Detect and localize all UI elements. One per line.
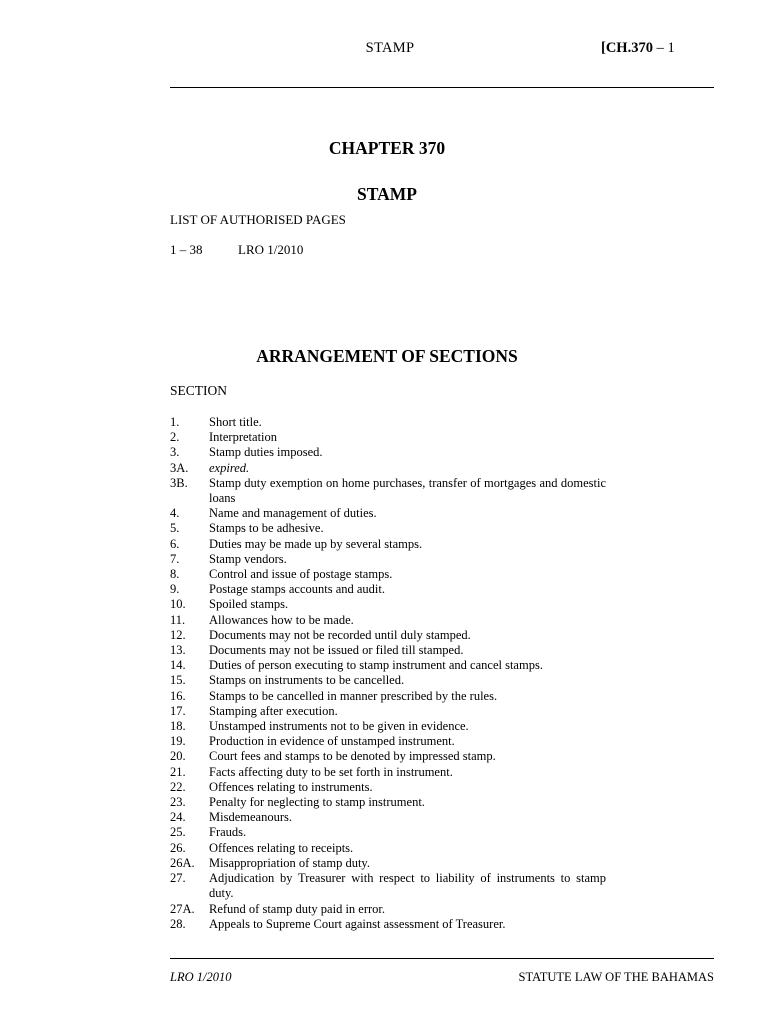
- section-number: 7.: [170, 551, 180, 566]
- section-number: 21.: [170, 764, 186, 779]
- section-number: 1.: [170, 415, 180, 429]
- authorised-pages-entry: [170, 242, 303, 258]
- section-number: 4.: [170, 506, 180, 521]
- section-number: 5.: [170, 521, 180, 536]
- section-title: Unstamped instruments not to be given in evidence.: [209, 719, 469, 734]
- section-title: Appeals to Supreme Court against assessment of Treasurer.: [209, 916, 506, 931]
- section-number: 26.: [170, 840, 186, 855]
- section-item: [170, 445, 606, 460]
- section-title: Adjudication by Treasurer with respect to liability of instruments to stamp duty.: [209, 871, 606, 901]
- section-item: [170, 780, 606, 795]
- section-title: Refund of stamp duty paid in error.: [209, 901, 386, 916]
- section-item: [170, 643, 606, 658]
- section-number: 3A.: [170, 460, 189, 475]
- section-title: Stamping after execution.: [209, 703, 338, 718]
- section-item: [170, 902, 606, 917]
- section-number: 3.: [170, 445, 180, 460]
- section-title: Name and management of duties.: [209, 506, 377, 521]
- section-item: [170, 856, 606, 871]
- section-title: Control and issue of postage stamps.: [209, 567, 393, 582]
- act-title: STAMP: [357, 184, 417, 204]
- section-number: 2.: [170, 430, 180, 445]
- section-title: Interpretation: [209, 430, 278, 445]
- page-range: 1 – 38: [170, 242, 203, 257]
- section-title: Offences relating to receipts.: [209, 840, 354, 855]
- section-number: 6.: [170, 536, 180, 551]
- section-item: [170, 430, 606, 445]
- section-title: Stamps to be cancelled in manner prescribed by the rules.: [209, 688, 498, 703]
- section-title: Stamp duties imposed.: [209, 445, 323, 460]
- section-number: 26A.: [170, 855, 195, 870]
- section-item: [170, 537, 606, 552]
- chapter-heading: CHAPTER 370: [328, 138, 446, 158]
- section-title: Documents may not be issued or filed till stamped.: [209, 643, 464, 658]
- section-item: [170, 567, 606, 582]
- section-number: 14.: [170, 658, 186, 673]
- section-item: [170, 613, 606, 628]
- section-title: Penalty for neglecting to stamp instrument.: [209, 795, 425, 810]
- section-item: [170, 476, 606, 506]
- section-title: Facts affecting duty to be set forth in instrument.: [209, 764, 453, 779]
- section-title: Stamp duty exemption on home purchases, transfer of mortgages and domestic loans: [209, 475, 606, 506]
- running-header-title: STAMP: [365, 40, 415, 56]
- section-item: [170, 658, 606, 673]
- section-title: Offences relating to instruments.: [209, 779, 373, 794]
- section-item: [170, 871, 606, 901]
- section-item: [170, 917, 606, 932]
- section-number: 8.: [170, 567, 180, 582]
- section-number: 24.: [170, 810, 186, 825]
- footer-revision: LRO 1/2010: [170, 970, 232, 984]
- section-title: Stamp vendors.: [209, 551, 287, 566]
- section-number: 28.: [170, 916, 186, 931]
- section-number: 22.: [170, 779, 186, 794]
- section-title: Misappropriation of stamp duty.: [209, 855, 370, 870]
- section-item: [170, 704, 606, 719]
- section-number: 17.: [170, 703, 186, 718]
- section-list: [170, 415, 606, 932]
- section-item: [170, 597, 606, 612]
- section-item: [170, 810, 606, 825]
- chapter-ref-prefix: [CH.370: [601, 40, 653, 56]
- section-title: Duties of person executing to stamp instrument and cancel stamps.: [209, 658, 543, 673]
- section-item: [170, 582, 606, 597]
- section-item: [170, 749, 606, 764]
- section-number: 20.: [170, 749, 186, 764]
- section-number: 19.: [170, 734, 186, 749]
- section-item: [170, 825, 606, 840]
- section-number: 27A.: [170, 901, 195, 916]
- authorised-pages-label: LIST OF AUTHORISED PAGES: [170, 212, 346, 227]
- section-number: 12.: [170, 627, 186, 642]
- section-title: Stamps to be adhesive.: [209, 521, 324, 536]
- section-item: [170, 795, 606, 810]
- section-number: 9.: [170, 582, 180, 597]
- section-title: Production in evidence of unstamped instrument.: [209, 734, 455, 749]
- section-title: Postage stamps accounts and audit.: [209, 582, 386, 597]
- section-item: [170, 521, 606, 536]
- chapter-ref-page: – 1: [652, 40, 675, 56]
- section-title: Misdemeanours.: [209, 810, 292, 825]
- section-title: Documents may not be recorded until duly stamped.: [209, 627, 471, 642]
- section-number: 18.: [170, 719, 186, 734]
- footer-publication: STATUTE LAW OF THE BAHAMAS: [518, 970, 714, 984]
- section-number: 3B.: [170, 475, 188, 490]
- section-number: 25.: [170, 825, 186, 840]
- section-title: Stamps on instruments to be cancelled.: [209, 673, 405, 688]
- section-number: 27.: [170, 871, 186, 886]
- section-title: expired.: [209, 460, 250, 475]
- section-item: [170, 719, 606, 734]
- section-item: [170, 415, 606, 430]
- header-rule: [170, 87, 714, 88]
- section-item: [170, 734, 606, 749]
- section-number: 13.: [170, 643, 186, 658]
- section-title: Frauds.: [209, 825, 247, 840]
- section-title: Spoiled stamps.: [209, 597, 289, 612]
- page-revision: LRO 1/2010: [238, 242, 304, 257]
- footer-rule: [170, 958, 714, 959]
- section-item: [170, 628, 606, 643]
- running-header-chapter-ref: [601, 40, 675, 57]
- section-number: 23.: [170, 795, 186, 810]
- section-item: [170, 506, 606, 521]
- section-item: [170, 765, 606, 780]
- section-title: Duties may be made up by several stamps.: [209, 536, 423, 551]
- section-number: 11.: [170, 612, 186, 627]
- section-title: Short title.: [209, 415, 262, 429]
- section-item: [170, 689, 606, 704]
- section-number: 16.: [170, 688, 186, 703]
- section-item: [170, 461, 606, 476]
- section-title: Allowances how to be made.: [209, 612, 354, 627]
- arrangement-heading: ARRANGEMENT OF SECTIONS: [256, 346, 518, 366]
- section-number: 15.: [170, 673, 186, 688]
- section-item: [170, 552, 606, 567]
- section-column-label: SECTION: [170, 383, 227, 398]
- section-item: [170, 673, 606, 688]
- section-title: Court fees and stamps to be denoted by impressed stamp.: [209, 749, 496, 764]
- section-item: [170, 841, 606, 856]
- section-number: 10.: [170, 597, 186, 612]
